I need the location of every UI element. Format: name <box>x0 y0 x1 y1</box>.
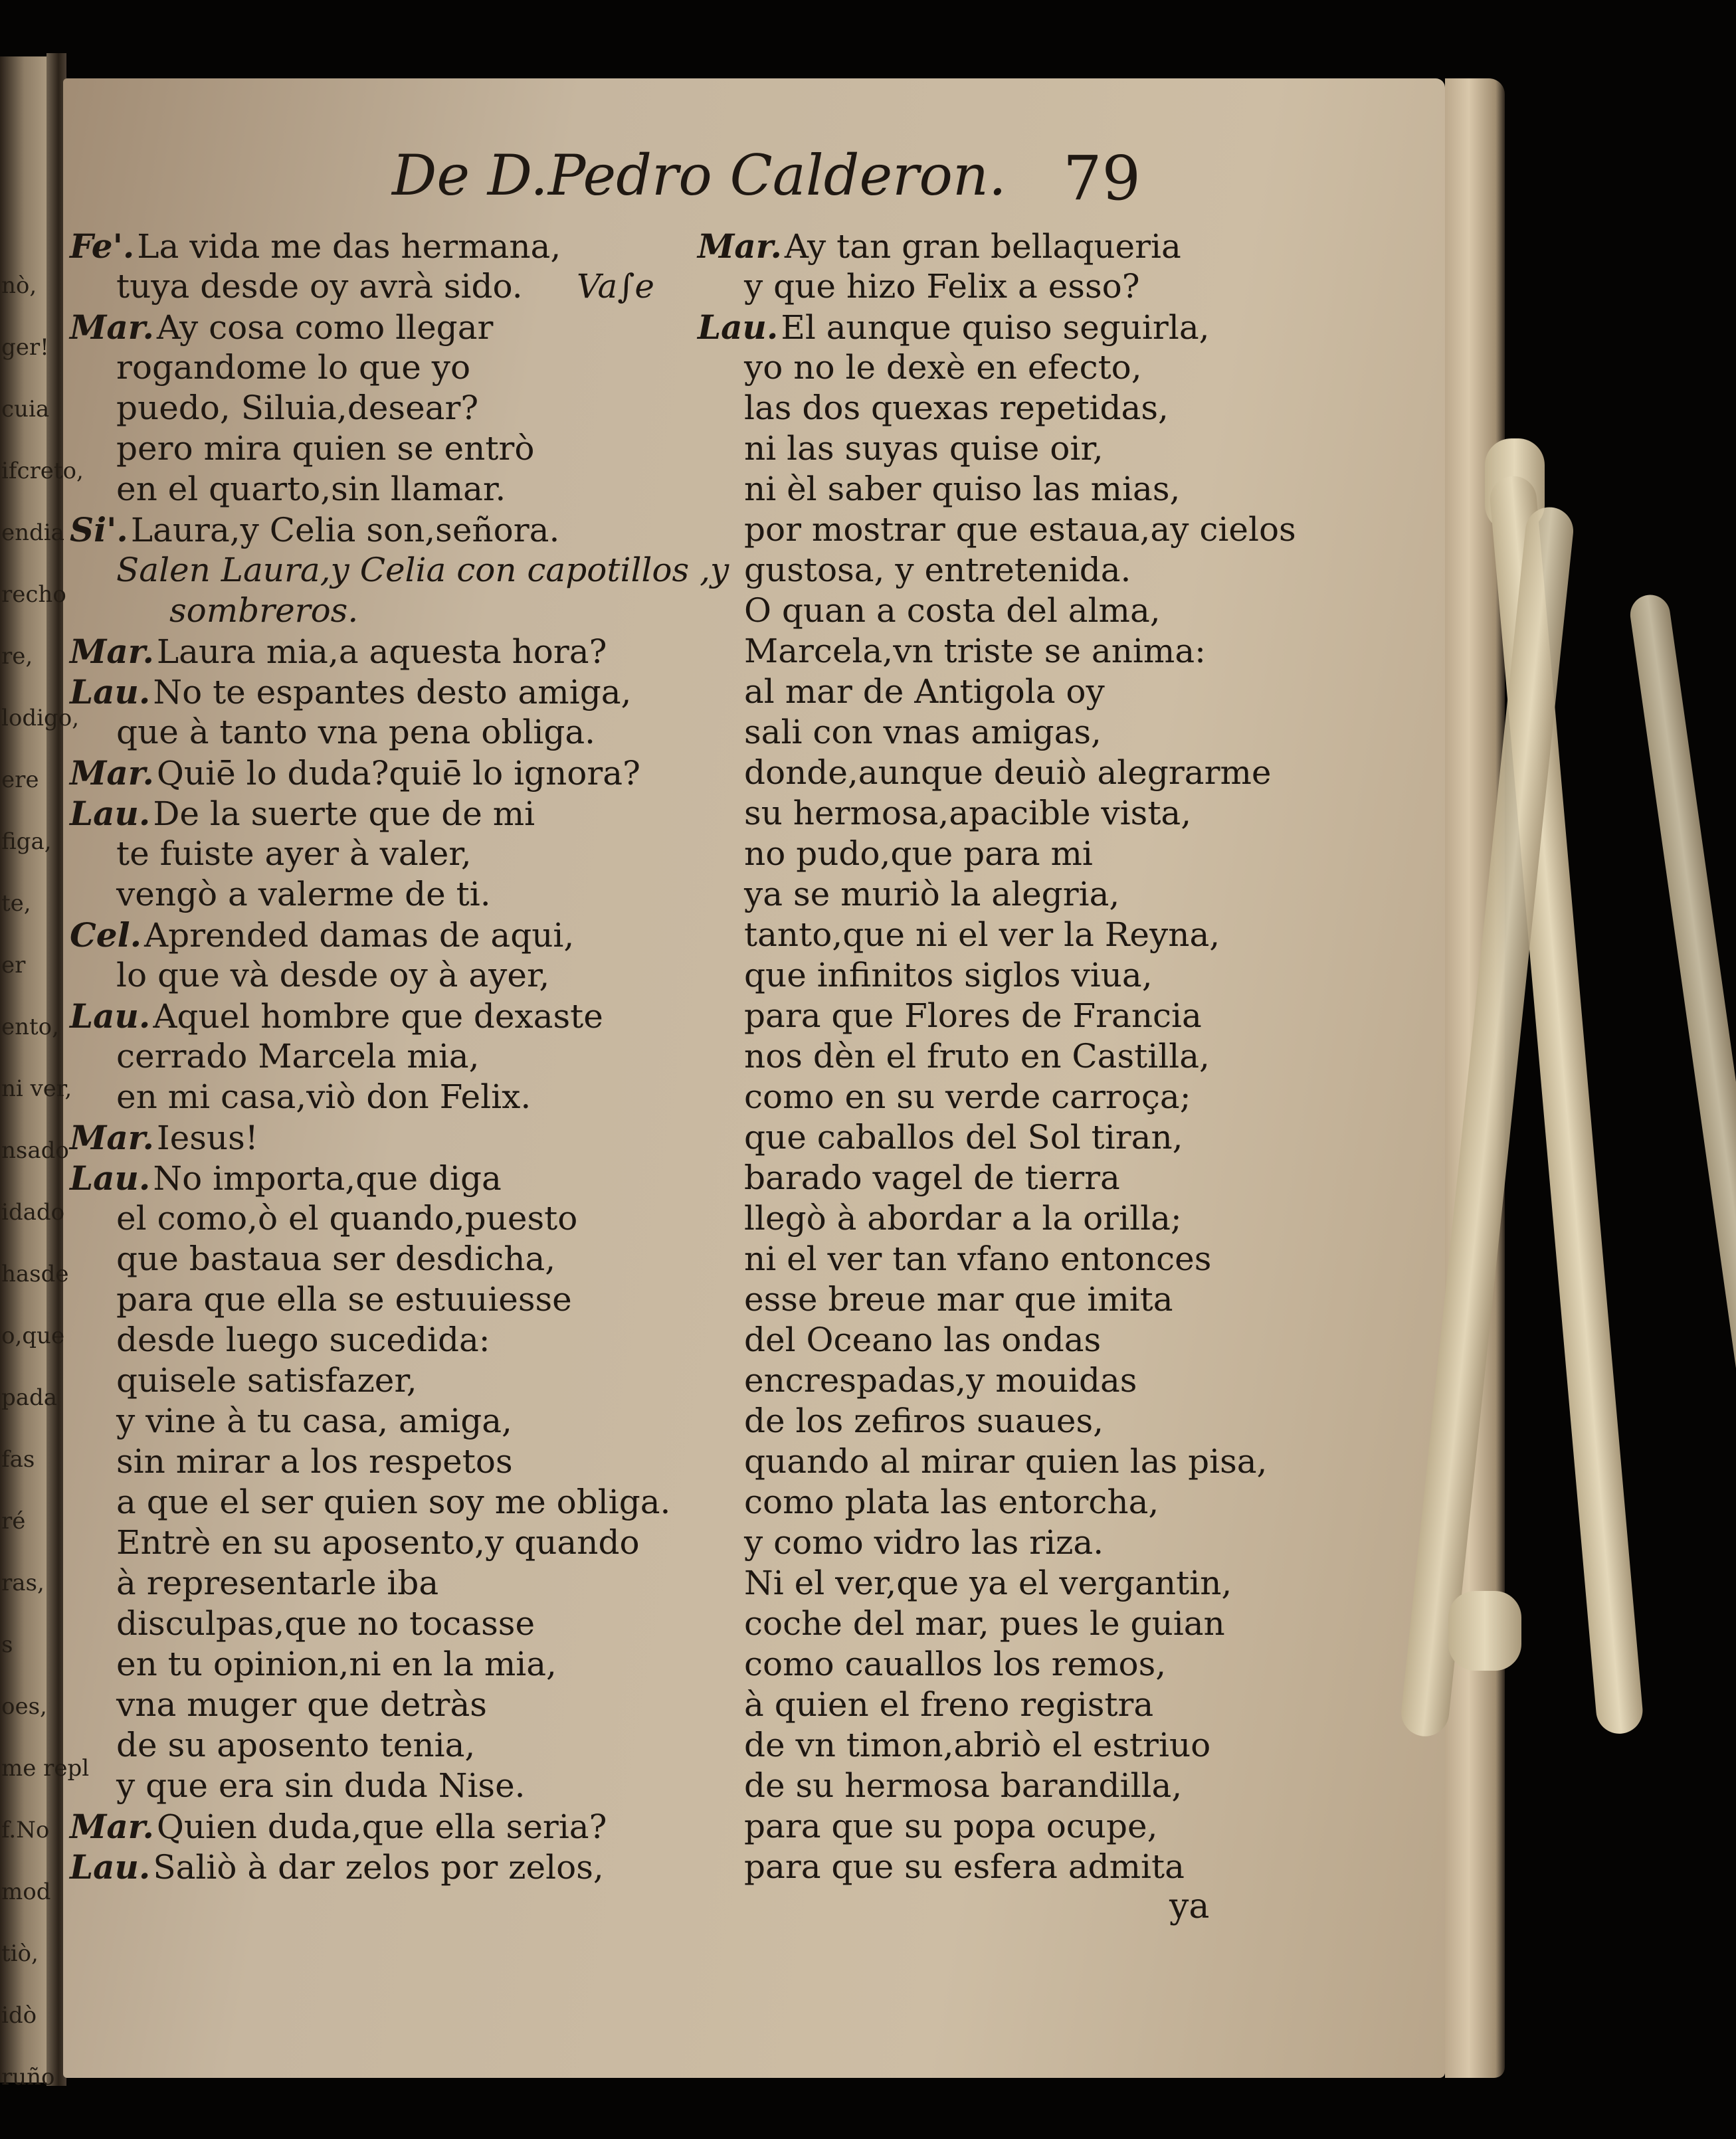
verse-line <box>70 1198 681 1239</box>
verse-text: vna muger que detràs <box>116 1685 487 1724</box>
verse-line <box>698 1563 1335 1604</box>
speaker-label: Lau. <box>70 996 151 1036</box>
verse-line <box>698 1644 1335 1685</box>
verse-line <box>70 672 681 712</box>
verse-text: desde luego sucedida: <box>116 1321 490 1359</box>
verse-text: nos dèn el fruto en Castilla, <box>744 1037 1210 1075</box>
verse-line <box>70 631 681 672</box>
verse-line <box>70 1158 681 1198</box>
verse-text: encrespadas,y mouidas <box>744 1361 1137 1400</box>
verse-line <box>70 753 681 793</box>
verse-line <box>70 469 681 510</box>
verse-text: El aunque quiso seguirla, <box>781 308 1210 347</box>
verse-text: en el quarto,sin llamar. <box>116 470 506 508</box>
verse-line <box>698 428 1335 469</box>
verse-line <box>698 712 1335 753</box>
verse-text: à quien el freno registra <box>744 1685 1154 1724</box>
verse-line <box>70 1360 681 1401</box>
verse-text: pero mira quien se entrò <box>116 429 535 468</box>
verse-line <box>698 1401 1335 1442</box>
margin-fragment: f.No <box>1 1817 50 1843</box>
verse-line <box>70 1806 681 1847</box>
verse-text: Aquel hombre que dexaste <box>153 997 603 1036</box>
speaker-label: Mar. <box>70 632 154 671</box>
verse-line <box>698 388 1335 428</box>
verse-line <box>698 874 1335 915</box>
verse-line <box>70 874 681 915</box>
margin-fragment: ré <box>1 1508 26 1534</box>
verse-text: Saliò à dar zelos por zelos, <box>153 1848 604 1887</box>
verse-text: y que hizo Felix a esso? <box>744 267 1140 306</box>
verse-text: Ay tan gran bellaqueria <box>784 227 1181 266</box>
verse-text: Laura,y Celia son,señora. <box>130 511 560 549</box>
verse-text: esse breue mar que imita <box>744 1280 1173 1319</box>
verse-text: disculpas,que no tocasse <box>116 1604 535 1643</box>
margin-fragment: nò, <box>1 272 37 299</box>
verse-text: que caballos del Sol tiran, <box>744 1118 1183 1157</box>
verse-text: como plata las entorcha, <box>744 1483 1159 1521</box>
speaker-label: Lau. <box>698 308 779 347</box>
page-number: 79 <box>1063 143 1141 214</box>
verse-text: ni el ver tan vfano entonces <box>744 1240 1212 1278</box>
verse-line <box>698 955 1335 996</box>
verse-text: que à tanto vna pena obliga. <box>116 713 596 751</box>
verse-line <box>70 955 681 996</box>
verse-line <box>698 1766 1335 1806</box>
margin-fragment: pada <box>1 1384 58 1411</box>
margin-fragment: oes, <box>1 1693 47 1720</box>
verse-text: de los zefiros suaues, <box>744 1402 1104 1440</box>
verse-line <box>698 347 1335 388</box>
verse-text: que bastaua ser desdicha, <box>116 1240 556 1278</box>
verse-text: barado vagel de tierra <box>744 1159 1120 1197</box>
verse-text: puedo, Siluia,desear? <box>116 389 479 427</box>
verse-line <box>70 1523 681 1563</box>
margin-fragment: ni ver, <box>1 1075 72 1102</box>
verse-text: y que era sin duda Nise. <box>116 1766 526 1805</box>
verse-text: donde,aunque deuiò alegrarme <box>744 753 1272 792</box>
verse-line <box>70 1563 681 1604</box>
speaker-label: Mar. <box>70 308 154 347</box>
verse-line <box>698 1036 1335 1077</box>
verse-line <box>698 1077 1335 1117</box>
margin-fragment: endia <box>1 519 64 546</box>
verse-line <box>698 1279 1335 1320</box>
verse-text: Ni el ver,que ya el vergantin, <box>744 1564 1232 1602</box>
verse-line <box>698 1158 1335 1198</box>
verse-line <box>698 1117 1335 1158</box>
margin-fragment: cuia <box>1 396 50 422</box>
margin-fragment: te, <box>1 890 31 917</box>
stage-direction: sombreros. <box>169 591 359 630</box>
verse-line <box>70 915 681 955</box>
verse-line <box>698 1725 1335 1766</box>
margin-fragment: fas <box>1 1446 35 1473</box>
verse-line <box>698 510 1335 550</box>
verse-text: para que Flores de Francia <box>744 996 1202 1035</box>
verse-line <box>70 1117 681 1158</box>
verse-text: Iesus! <box>156 1119 258 1157</box>
verse-text: quando al mirar quien las pisa, <box>744 1442 1268 1481</box>
speaker-label: Lau. <box>70 794 151 833</box>
verse-line <box>698 631 1335 672</box>
verse-line <box>698 1360 1335 1401</box>
verse-line <box>698 1685 1335 1725</box>
verse-text: sali con vnas amigas, <box>744 713 1102 751</box>
verse-line <box>698 469 1335 510</box>
verse-text: de su aposento tenia, <box>116 1726 476 1764</box>
verse-text: por mostrar que estaua,ay cielos <box>744 510 1296 549</box>
verse-line <box>698 550 1335 591</box>
speaker-label: Mar. <box>70 1807 154 1846</box>
verse-text: Ay cosa como llegar <box>156 308 494 347</box>
speaker-label: Lau. <box>70 1847 151 1887</box>
verse-text: quisele satisfazer, <box>116 1361 417 1400</box>
verse-line <box>698 1847 1335 1887</box>
verse-line <box>70 712 681 753</box>
speaker-label: Cel. <box>70 915 142 955</box>
margin-fragment: ras, <box>1 1570 45 1596</box>
speaker-label: Lau. <box>70 1159 151 1198</box>
verse-text: Laura mia,a aquesta hora? <box>156 632 607 671</box>
margin-fragment: ruño <box>1 2064 55 2091</box>
verse-line <box>698 591 1335 631</box>
verse-line <box>70 1725 681 1766</box>
catchword: ya <box>1169 1887 1210 1926</box>
verse-text: rogandome lo que yo <box>116 348 471 387</box>
verse-line <box>70 428 681 469</box>
verse-text: Aprended damas de aqui, <box>144 916 575 955</box>
verse-line <box>70 1847 681 1887</box>
verse-text: para que su esfera admita <box>744 1847 1185 1886</box>
verse-text: que infinitos siglos viua, <box>744 956 1153 994</box>
margin-fragment: hasde <box>1 1261 69 1287</box>
margin-fragment: o,que <box>1 1323 65 1349</box>
verse-line <box>70 1320 681 1360</box>
margin-fragment: recho <box>1 581 66 608</box>
speaker-label: Si'. <box>70 510 128 549</box>
verse-line <box>70 1239 681 1279</box>
verse-text: te fuiste ayer à valer, <box>116 834 472 873</box>
verse-line <box>698 1239 1335 1279</box>
verse-text: à representarle iba <box>116 1564 439 1602</box>
margin-fragment: ger! <box>1 334 49 361</box>
leather-tie-strand-3 <box>1628 593 1736 1585</box>
verse-line <box>70 591 681 631</box>
verse-text: llegò à abordar a la orilla; <box>744 1199 1182 1238</box>
margin-fragment: er <box>1 952 26 978</box>
margin-fragment: mod <box>1 1879 51 1905</box>
verse-text: no pudo,que para mi <box>744 834 1093 873</box>
verse-text: al mar de Antigola oy <box>744 672 1105 711</box>
verse-line <box>70 347 681 388</box>
speaker-label: Lau. <box>70 672 151 711</box>
margin-fragment: idado <box>1 1199 65 1226</box>
verse-line <box>70 388 681 428</box>
verse-line <box>70 1685 681 1725</box>
verse-text: para que su popa ocupe, <box>744 1807 1158 1845</box>
verse-text: y como vidro las riza. <box>744 1523 1104 1562</box>
verse-text: coche del mar, pues le guian <box>744 1604 1225 1643</box>
verse-text: el como,ò el quando,puesto <box>116 1199 578 1238</box>
verse-line <box>70 793 681 834</box>
margin-fragment: tiò, <box>1 1940 39 1967</box>
verse-text: lo que và desde oy à ayer, <box>116 956 550 994</box>
verse-line <box>70 307 681 347</box>
stage-direction: Salen Laura,y Celia con capotillos ,y <box>116 551 729 589</box>
margin-fragment: re, <box>1 643 33 670</box>
verse-text: Marcela,vn triste se anima: <box>744 632 1206 670</box>
verse-text: en tu opinion,ni en la mia, <box>116 1645 557 1683</box>
margin-fragment: lodigo, <box>1 705 80 731</box>
speaker-label: Fe'. <box>70 227 135 266</box>
verse-line <box>698 1442 1335 1482</box>
verse-line <box>698 834 1335 874</box>
verse-text: cerrado Marcela mia, <box>116 1037 480 1075</box>
verse-text: para que ella se estuuiesse <box>116 1280 572 1319</box>
leather-tie-lower <box>1448 1591 1521 1671</box>
verse-line <box>698 1320 1335 1360</box>
verse-text: ya se muriò la alegria, <box>744 875 1120 913</box>
verse-line <box>70 1482 681 1523</box>
verse-line <box>70 1077 681 1117</box>
verse-line <box>698 753 1335 793</box>
verse-line <box>70 1036 681 1077</box>
verse-line <box>70 1401 681 1442</box>
verse-line <box>70 226 681 266</box>
text-column-right <box>698 226 1335 1887</box>
verse-text: tuya desde oy avrà sido. <box>116 267 523 306</box>
verse-line <box>70 1644 681 1685</box>
verse-text: como cauallos los remos, <box>744 1645 1167 1683</box>
verse-line <box>698 1604 1335 1644</box>
margin-fragment: s <box>1 1631 13 1658</box>
verse-line <box>698 307 1335 347</box>
verse-text: tanto,que ni el ver la Reyna, <box>744 915 1220 954</box>
verse-text: De la suerte que de mi <box>153 794 535 833</box>
stage-exit: Va∫e <box>577 267 654 306</box>
margin-fragment: nsado <box>1 1137 69 1164</box>
verse-text: La vida me das hermana, <box>137 227 561 266</box>
verse-text: Entrè en su aposento,y quando <box>116 1523 640 1562</box>
verse-line <box>70 1279 681 1320</box>
margin-fragment: ere <box>1 767 39 793</box>
verse-line <box>698 226 1335 266</box>
verse-line <box>70 550 729 591</box>
verse-text: No te espantes desto amiga, <box>153 673 632 711</box>
verse-text: del Oceano las ondas <box>744 1321 1102 1359</box>
verse-text: su hermosa,apacible vista, <box>744 794 1192 832</box>
verse-text: de vn timon,abriò el estriuo <box>744 1726 1211 1764</box>
verse-text: como en su verde carroça; <box>744 1077 1191 1116</box>
margin-fragment: me repl <box>1 1755 90 1782</box>
verse-line <box>698 915 1335 955</box>
verse-line <box>698 1523 1335 1563</box>
verse-line <box>70 834 681 874</box>
margin-fragment: ento, <box>1 1014 59 1040</box>
verse-line <box>698 793 1335 834</box>
verse-line <box>70 1604 681 1644</box>
verse-line <box>70 1766 681 1806</box>
verse-text: de su hermosa barandilla, <box>744 1766 1183 1805</box>
speaker-label: Mar. <box>698 227 782 266</box>
verse-line <box>70 1442 681 1482</box>
verse-line <box>70 510 681 550</box>
verse-text: No importa,que diga <box>153 1159 502 1198</box>
verse-text: en mi casa,viò don Felix. <box>116 1077 531 1116</box>
verse-text: O quan a costa del alma, <box>744 591 1161 630</box>
verse-line <box>698 266 1335 307</box>
verse-text: Quien duda,que ella seria? <box>156 1808 607 1846</box>
running-head: De D.Pedro Calderon. <box>392 143 1007 208</box>
margin-fragment: ifcreto, <box>1 458 84 484</box>
verse-line <box>698 672 1335 712</box>
verse-text: gustosa, y entretenida. <box>744 551 1131 589</box>
verse-text: a que el ser quien soy me obliga. <box>116 1483 671 1521</box>
verse-text: Quiē lo duda?quiē lo ignora? <box>156 754 640 792</box>
verse-line <box>70 996 681 1036</box>
margin-fragment: figa, <box>1 828 52 855</box>
verse-text: y vine à tu casa, amiga, <box>116 1402 512 1440</box>
text-column-left <box>70 226 729 1887</box>
verse-line <box>698 1198 1335 1239</box>
verse-line <box>70 266 681 307</box>
verse-text: sin mirar a los respetos <box>116 1442 513 1481</box>
speaker-label: Mar. <box>70 1118 154 1157</box>
speaker-label: Mar. <box>70 753 154 792</box>
verse-text: ni las suyas quise oir, <box>744 429 1104 468</box>
verse-text: las dos quexas repetidas, <box>744 389 1169 427</box>
margin-fragment: idò <box>1 2002 37 2029</box>
verse-text: vengò a valerme de ti. <box>116 875 491 913</box>
verse-line <box>698 1806 1335 1847</box>
verse-text: yo no le dexè en efecto, <box>744 348 1142 387</box>
verse-text: ni èl saber quiso las mias, <box>744 470 1181 508</box>
verse-line <box>698 996 1335 1036</box>
verse-line <box>698 1482 1335 1523</box>
